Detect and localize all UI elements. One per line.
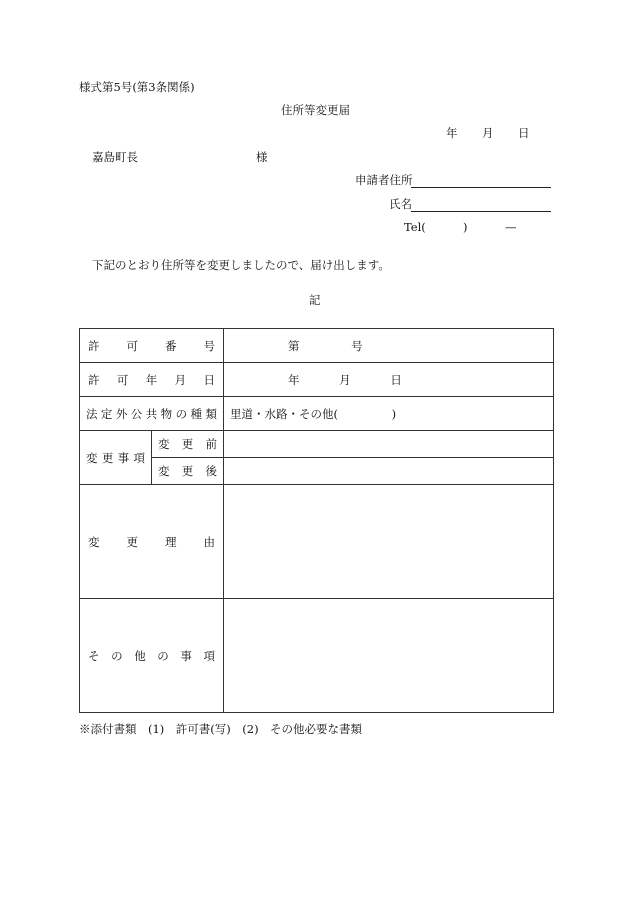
applicant-name-label: 氏名 bbox=[389, 197, 412, 211]
row-other bbox=[80, 599, 554, 713]
change-after-field[interactable] bbox=[224, 458, 554, 485]
honorific: 様 bbox=[256, 150, 268, 164]
date-day-label: 日 bbox=[518, 126, 530, 140]
addressee: 嘉島町長 bbox=[92, 150, 138, 164]
row-change-after bbox=[80, 458, 554, 485]
ki-heading: 記 bbox=[309, 293, 321, 307]
row-permit-number bbox=[80, 329, 554, 363]
permit-number-value[interactable] bbox=[224, 329, 554, 363]
reason-label: 変更理由 bbox=[80, 485, 224, 599]
date-month-label: 月 bbox=[482, 126, 494, 140]
tel-label: Tel( bbox=[404, 220, 426, 234]
other-label: その他の事項 bbox=[80, 599, 224, 713]
row-reason bbox=[80, 485, 554, 599]
row-change-before bbox=[80, 431, 554, 458]
permit-date-value[interactable] bbox=[224, 363, 554, 397]
permit-number-label: 許可番号 bbox=[80, 329, 224, 363]
permit-date-year: 年 bbox=[288, 372, 300, 387]
date-year-label: 年 bbox=[446, 126, 458, 140]
row-permit-date bbox=[80, 363, 554, 397]
document-title: 住所等変更届 bbox=[281, 103, 350, 117]
facility-type-close: ) bbox=[391, 406, 397, 421]
permit-date-month: 月 bbox=[339, 372, 351, 387]
other-field[interactable] bbox=[224, 599, 554, 713]
body-text: 下記のとおり住所等を変更しましたので、届け出します。 bbox=[92, 258, 390, 272]
tel-dash: — bbox=[505, 220, 517, 234]
attachments-note: ※添付書類 (1) 許可書(写) (2) その他必要な書類 bbox=[79, 722, 363, 736]
permit-date-label: 許可年月日 bbox=[80, 363, 224, 397]
facility-type-value[interactable] bbox=[224, 397, 554, 431]
change-before-label: 変更前 bbox=[152, 431, 224, 458]
applicant-name-field[interactable] bbox=[411, 198, 551, 212]
applicant-address-label: 申請者住所 bbox=[355, 173, 413, 187]
permit-number-prefix: 第 bbox=[288, 338, 300, 353]
facility-type-label: 法定外公共物の種類 bbox=[80, 397, 224, 431]
change-before-field[interactable] bbox=[224, 431, 554, 458]
change-after-label: 変更後 bbox=[152, 458, 224, 485]
applicant-address-field[interactable] bbox=[411, 174, 551, 188]
permit-number-suffix: 号 bbox=[351, 338, 363, 353]
permit-date-day: 日 bbox=[390, 372, 402, 387]
change-items-label: 変更事項 bbox=[80, 431, 152, 485]
form-number: 様式第5号(第3条関係) bbox=[79, 80, 195, 94]
change-form-table bbox=[79, 328, 554, 713]
reason-field[interactable] bbox=[224, 485, 554, 599]
row-facility-type bbox=[80, 397, 554, 431]
tel-close-paren: ) bbox=[463, 220, 468, 234]
facility-type-options: 里道・水路・その他( bbox=[230, 406, 338, 421]
